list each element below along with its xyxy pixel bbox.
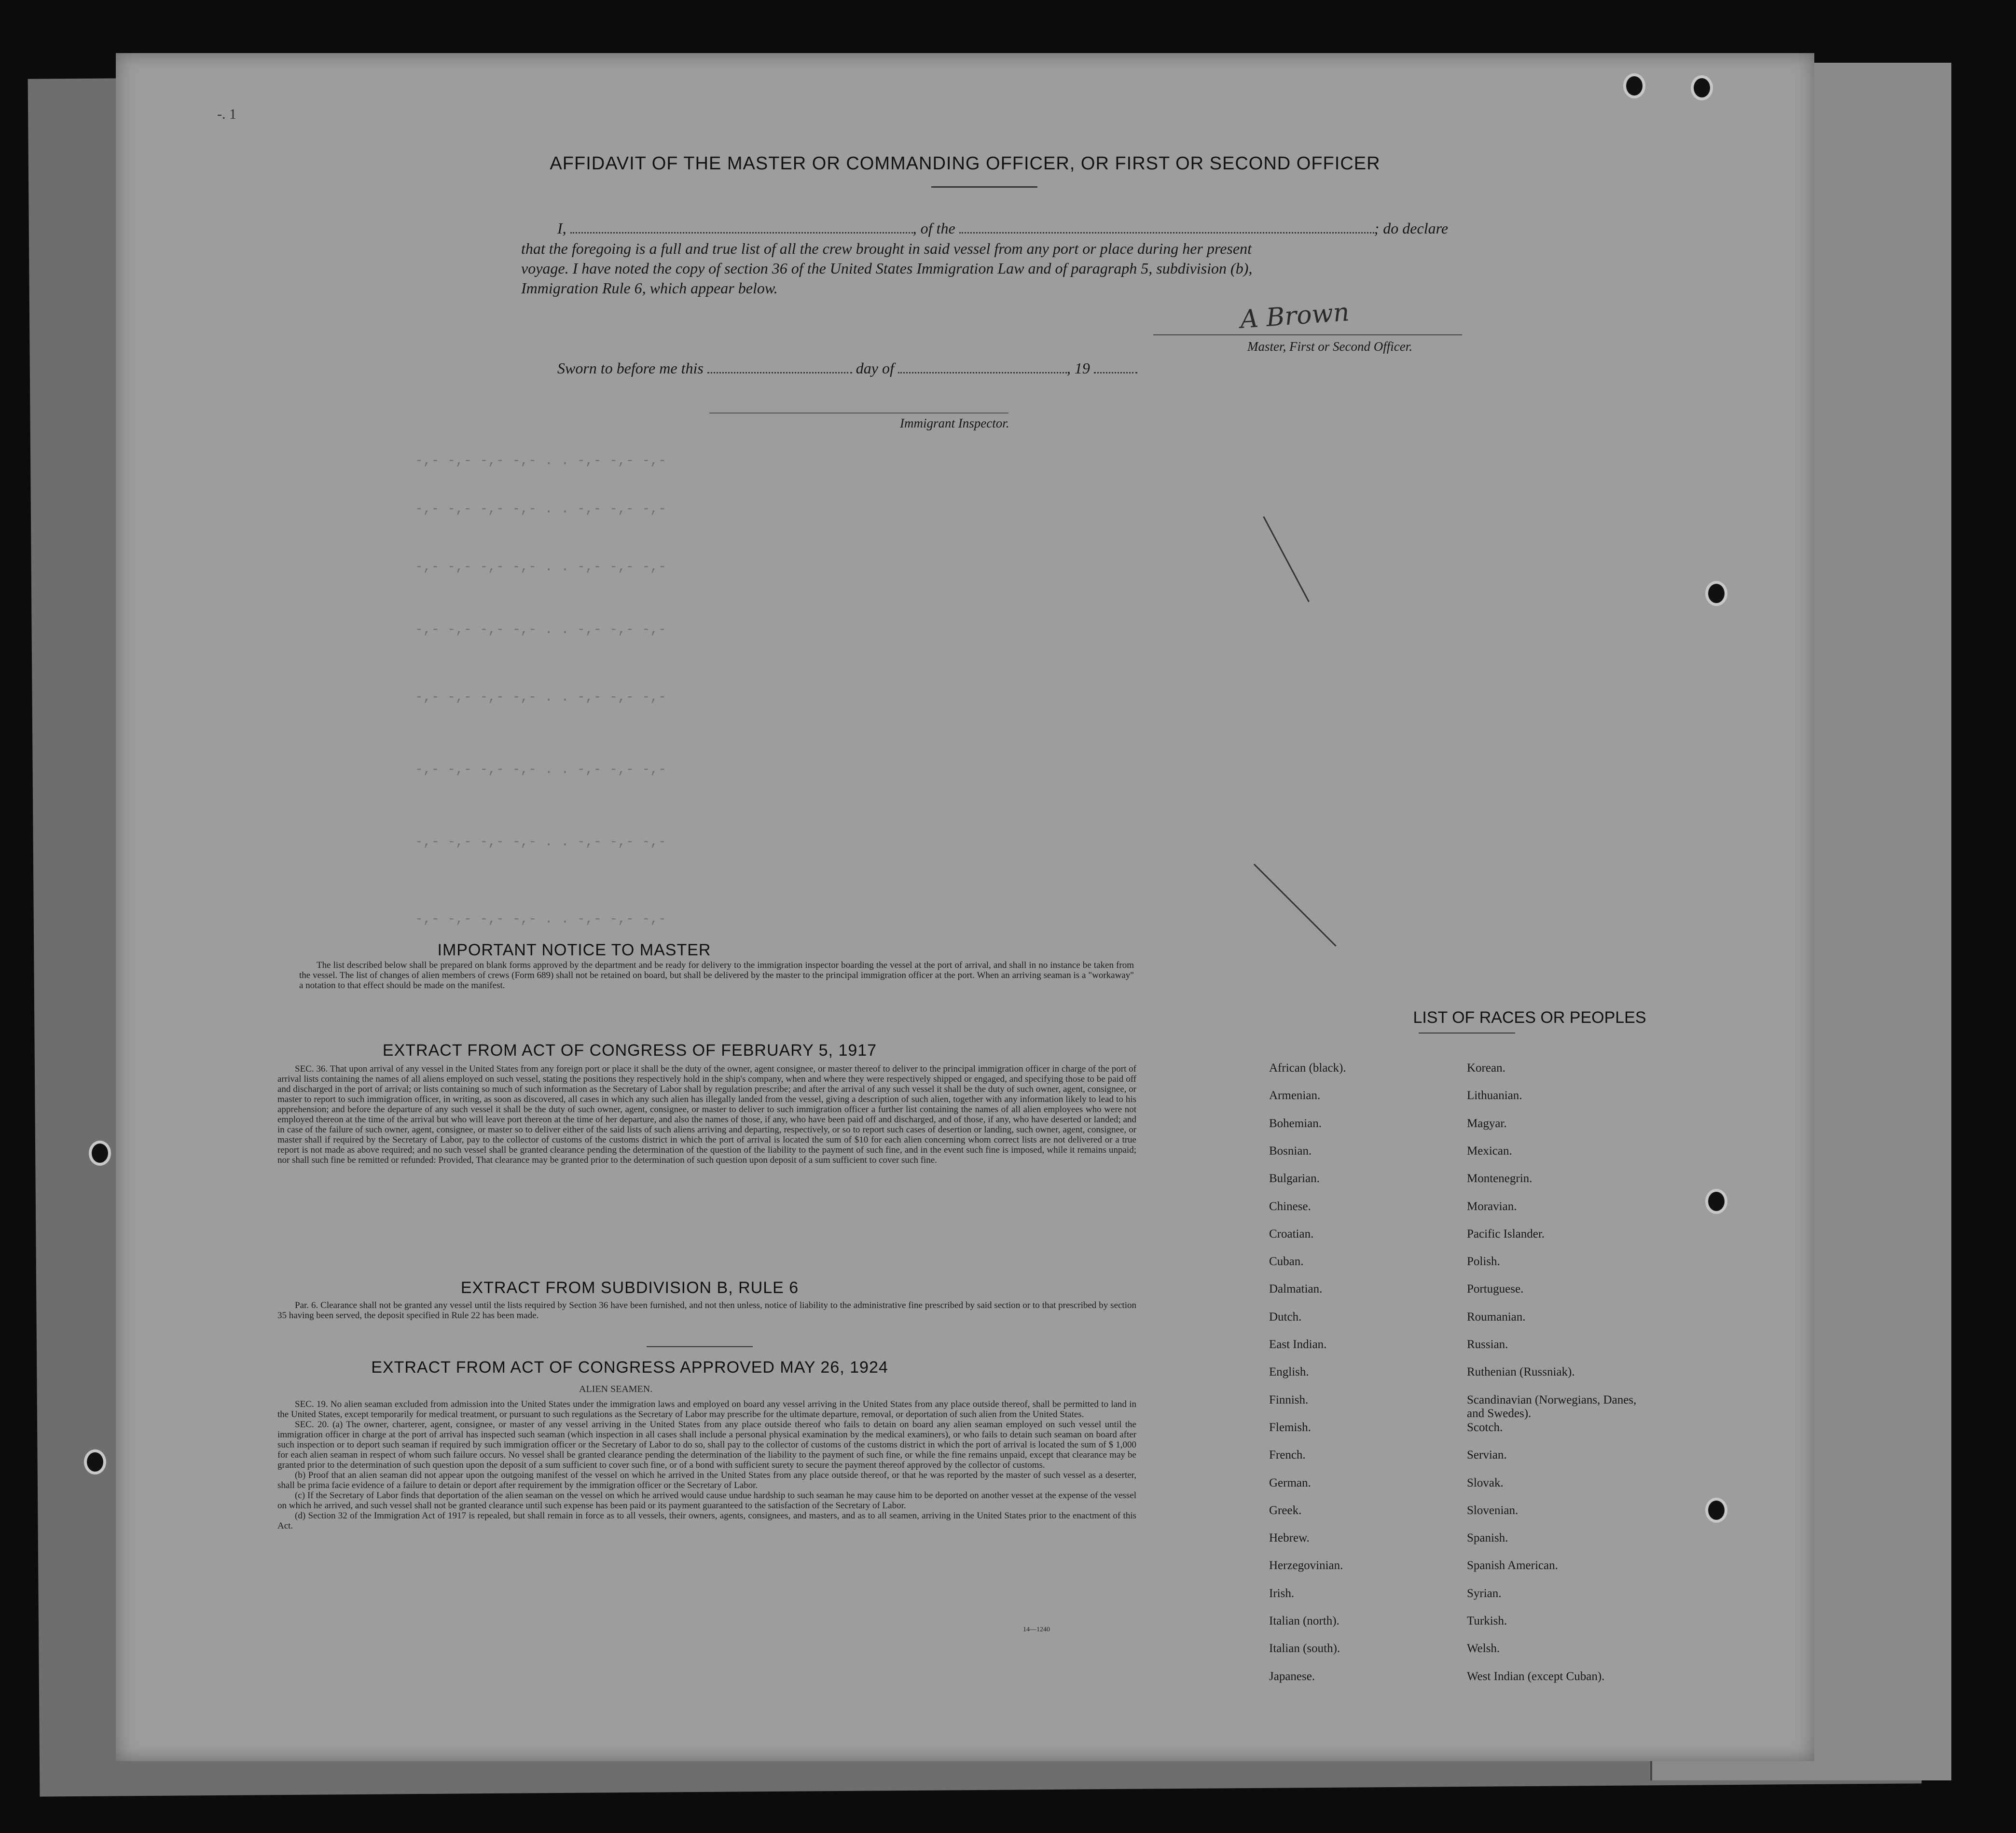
- race-item: Roumanian.: [1467, 1310, 1526, 1323]
- vessel-blank: [959, 232, 1374, 234]
- sworn-year-blank: [1094, 372, 1137, 373]
- sworn-day-of: day of: [856, 359, 894, 377]
- race-item: Magyar.: [1467, 1116, 1507, 1130]
- race-item: Irish.: [1269, 1586, 1295, 1600]
- affidavit-line2: that the foregoing is a full and true list of all the crew brought in said vessel from any port or place during her present: [521, 240, 1252, 257]
- notice-text: [299, 960, 1134, 991]
- race-item: Armenian.: [1269, 1089, 1321, 1103]
- signature-caption: Master, First or Second Officer.: [1247, 339, 1412, 354]
- extract2-title: EXTRACT FROM SUBDIVISION B, RULE 6: [460, 1279, 799, 1297]
- bleed-through-row: -,- -,- -,- -,- . . -,- -,- -,-: [415, 912, 666, 927]
- extract1-text: [277, 1064, 1136, 1165]
- sworn-month-blank: [898, 372, 1067, 373]
- race-item: Welsh.: [1467, 1642, 1500, 1655]
- pen-stroke: [1263, 516, 1310, 602]
- extract2-text: [277, 1300, 1136, 1321]
- race-item: Ruthenian (Russniak).: [1467, 1365, 1575, 1379]
- bleed-through-row: -,- -,- -,- -,- . . -,- -,- -,-: [415, 622, 666, 637]
- affidavit-of-the: , of the: [912, 220, 955, 237]
- inspector-caption: Immigrant Inspector.: [900, 416, 1009, 430]
- punch-hole: [87, 1452, 103, 1472]
- race-item: Greek.: [1269, 1503, 1302, 1517]
- notice-paragraph: The list described below shall be prepared on blank forms approved by the department and be ready for delivery to the immigration inspector boarding the vessel at the port of arrival, and shall in no instance be taken from the vessel. The list of changes of alien members of crews (Form 689) shall not be retained on board, but shall be delivered by the master to the principal immigration officer at the port. When an arriving seaman is a "workaway" a notation to that effect should be made on the manifest.: [299, 960, 1134, 991]
- affidavit-line3: voyage. I have noted the copy of section 36 of the United States Immigration Law and of paragraph 5, subdivision (b),: [521, 260, 1253, 277]
- race-item: Bosnian.: [1269, 1144, 1312, 1158]
- race-item: African (black).: [1269, 1061, 1346, 1075]
- notice-title: IMPORTANT NOTICE TO MASTER: [437, 941, 711, 959]
- signature-line: [1153, 334, 1462, 335]
- race-item: Mexican.: [1467, 1144, 1512, 1158]
- race-item: Lithuanian.: [1467, 1089, 1522, 1103]
- race-item: Korean.: [1467, 1061, 1505, 1075]
- signature: A Brown: [1239, 298, 1351, 334]
- race-item: East Indian.: [1269, 1338, 1327, 1351]
- sworn-line: [557, 359, 1137, 377]
- race-item: Portuguese.: [1467, 1282, 1524, 1296]
- punch-hole: [1694, 78, 1710, 97]
- sworn-year: , 19: [1066, 359, 1090, 377]
- affidavit-declare: ; do declare: [1374, 220, 1449, 237]
- race-item: Moravian.: [1467, 1199, 1517, 1213]
- race-item: Montenegrin.: [1467, 1172, 1533, 1185]
- race-item: Dutch.: [1269, 1310, 1302, 1323]
- document-page: [116, 53, 1814, 1761]
- race-item: Croatian.: [1269, 1227, 1314, 1240]
- punch-hole: [1708, 584, 1725, 603]
- name-blank: [570, 232, 913, 234]
- sec20b-paragraph: (b) Proof that an alien seaman did not appear upon the outgoing manifest of the vessel on which he arrived in the United States from any place outside thereof, or that he was reported by the master of such vessel as a deserter, shall be prima facie evidence of a failure to detain or deport after requirement by the immigration officer or the Secretary of Labor.: [277, 1470, 1136, 1490]
- pen-stroke: [1254, 864, 1337, 947]
- race-item: Spanish American.: [1467, 1559, 1558, 1572]
- extract2-paragraph: Par. 6. Clearance shall not be granted any vessel until the lists required by Section 36 have been furnished, and not then unless, notice of liability to the administrative fine prescribed by said section or to that prescribed by section 35 having been served, the deposit specified in Rule 22 has been made.: [277, 1300, 1136, 1321]
- race-item: Scotch.: [1467, 1420, 1503, 1434]
- race-item: Italian (north).: [1269, 1614, 1339, 1627]
- race-item: Hebrew.: [1269, 1531, 1310, 1545]
- race-item: Slovak.: [1467, 1476, 1504, 1489]
- races-title: LIST OF RACES OR PEOPLES: [1413, 1008, 1646, 1027]
- extract3-subtitle: ALIEN SEAMEN.: [579, 1384, 653, 1394]
- race-item: Slovenian.: [1467, 1503, 1519, 1517]
- punch-hole: [1708, 1501, 1725, 1520]
- title-rule: [931, 186, 1037, 188]
- race-item: West Indian (except Cuban).: [1467, 1669, 1605, 1683]
- race-item: Bulgarian.: [1269, 1172, 1320, 1185]
- race-item: Cuban.: [1269, 1255, 1304, 1268]
- bleed-through-row: -,- -,- -,- -,- . . -,- -,- -,-: [415, 762, 666, 777]
- races-rule: [1419, 1033, 1515, 1034]
- race-item: German.: [1269, 1476, 1311, 1489]
- race-item: English.: [1269, 1365, 1309, 1379]
- race-item: Finnish.: [1269, 1393, 1309, 1406]
- margin-mark: -. 1: [217, 106, 236, 122]
- extract3-text: [277, 1399, 1136, 1531]
- sec20a-paragraph: SEC. 20. (a) The owner, charterer, agent, consignee, or master of any vessel arriving in the United States from any place outside thereof who fails to detain on board any alien seaman employed on such vessel until the immigration officer in charge at the port of arrival has inspected such seaman (which inspection in all cases shall include a personal physical examination by the medical examiners), or who fails to detain such seaman on board after such inspection or to deport such seaman if required by such immigration officer or the Secretary of Labor to do so, shall pay to the collector of customs of the customs district in which the port of arrival is located the sum of $ 1,000 for each alien seaman in respect of whom such failure occurs. No vessel shall be granted clearance pending the determination of the liability to the payment of such fine, or while the fine remains unpaid, except that clearance may be granted prior to the determination of such question upon the deposit of a sum sufficient to cover such fine, or of a bond with sufficient surety to secure the payment thereof approved by the collector of customs.: [277, 1420, 1136, 1470]
- race-item: Spanish.: [1467, 1531, 1508, 1545]
- bleed-through-row: -,- -,- -,- -,- . . -,- -,- -,-: [415, 690, 666, 705]
- race-item: Servian.: [1467, 1448, 1507, 1462]
- affidavit-title: AFFIDAVIT OF THE MASTER OR COMMANDING OFFICER, OR FIRST OR SECOND OFFICER: [550, 153, 1381, 174]
- sworn-text: Sworn to before me this: [557, 359, 704, 377]
- form-number: 14—1240: [1023, 1626, 1050, 1633]
- race-item: Herzegovinian.: [1269, 1559, 1343, 1572]
- sec19-paragraph: SEC. 19. No alien seaman excluded from admission into the United States under the immigration laws and employed on board any vessel arriving in the United States from any place outside thereof, shall be permitted to land in the United States, except temporarily for medical treatment, or pursuant to such regulations as the Secretary of Labor may prescribe for the ultimate departure, removal, or deportation of such alien from the United States.: [277, 1399, 1136, 1420]
- race-item: Italian (south).: [1269, 1642, 1340, 1655]
- race-item: Syrian.: [1467, 1586, 1502, 1600]
- race-item: Flemish.: [1269, 1420, 1311, 1434]
- extract3-title: EXTRACT FROM ACT OF CONGRESS APPROVED MAY 26, 1924: [371, 1358, 888, 1377]
- race-item: Turkish.: [1467, 1614, 1507, 1627]
- punch-hole: [1708, 1192, 1725, 1211]
- race-item: Polish.: [1467, 1255, 1500, 1268]
- race-item: Russian.: [1467, 1338, 1508, 1351]
- sworn-day-blank: [707, 372, 852, 373]
- affidavit-i: I,: [557, 220, 566, 237]
- punch-hole: [1626, 76, 1643, 96]
- race-item: Scandinavian (Norwegians, Danes, and Swedes).: [1467, 1393, 1637, 1420]
- bleed-through-row: -,- -,- -,- -,- . . -,- -,- -,-: [415, 560, 666, 575]
- race-item: Dalmatian.: [1269, 1282, 1323, 1296]
- extract1-paragraph: SEC. 36. That upon arrival of any vessel in the United States from any foreign port or place it shall be the duty of the owner, agent consignee, or master thereof to deliver to the principal immigration officer in charge of the port of arrival lists containing the names of all aliens employed on such vessel, stating the positions they respectively hold in the ship's company, when and where they were respectively shipped or engaged, and specifying those to be paid off and discharged in the port of arrival; or lists containing so much of such information as the Secretary of Labor shall by regulation prescribe; and after the arrival of any such vessel it shall be the duty of such owner, agent, consignee, or master to report to such immigration officer, in writing, as soon as discovered, all cases in which any such alien has illegally landed from the vessel, giving a description of such alien, together with any information likely to lead to his apprehension; and before the departure of any such vessel it shall be the duty of such owner, agent, consignee, or master to deliver to such immigration officer a further list containing the names of all alien employees who were not employed thereon at the time of the arrival but who will leave port thereon at the time of her departure, and also the names of those, if any, who have been paid off and discharged, and of those, if any, who have deserted or landed; and in case of the failure of such owner, agent, consignee, or master so to deliver either of the said lists of such aliens arriving and departing, respectively, or so to report such cases of desertion or landing, such owner, agent, consignee, or master shall if required by the Secretary of Labor, pay to the collector of customs of the customs district in which the port of arrival is located the sum of $10 for each alien concerning whom correct lists are not delivered or a true report is not made as above required; and no such vessel shall be granted clearance pending the determination of the question of the liability to the payment of such fine, and in the event such fine is imposed, while it remains unpaid; nor shall such fine be remitted or refunded: Provided, That clearance may be granted prior to the determination of such question upon deposit of a sum sufficient to cover such fine.: [277, 1064, 1136, 1165]
- race-item: Pacific Islander.: [1467, 1227, 1545, 1240]
- bleed-through-row: -,- -,- -,- -,- . . -,- -,- -,-: [415, 454, 666, 469]
- race-item: Bohemian.: [1269, 1116, 1322, 1130]
- bleed-through-row: -,- -,- -,- -,- . . -,- -,- -,-: [415, 835, 666, 850]
- extract2-rule: [647, 1346, 753, 1347]
- sec20d-paragraph: (d) Section 32 of the Immigration Act of 1917 is repealed, but shall remain in force as to all vessels, their owners, agents, consignees, and masters, and as to all seamen, arriving in the United States prior to the enactment of this Act.: [277, 1511, 1136, 1531]
- punch-hole: [92, 1144, 108, 1163]
- race-item: Chinese.: [1269, 1199, 1311, 1213]
- affidavit-line4: Immigration Rule 6, which appear below.: [521, 279, 778, 297]
- race-item: French.: [1269, 1448, 1306, 1462]
- sec20c-paragraph: (c) If the Secretary of Labor finds that deportation of the alien seaman on the vessel on which he arrived would cause undue hardship to such seaman he may cause him to be deported on another vesset at the expense of the vessel on which he arrived, and such vessel shall not be granted clearance until such expense has been paid or its payment guaranteed to the satisfaction of the Secretary of Labor.: [277, 1490, 1136, 1511]
- affidavit-line1: [557, 220, 1448, 237]
- race-item: Japanese.: [1269, 1669, 1315, 1683]
- extract1-title: EXTRACT FROM ACT OF CONGRESS OF FEBRUARY 5, 1917: [382, 1041, 877, 1060]
- bleed-through-row: -,- -,- -,- -,- . . -,- -,- -,-: [415, 502, 666, 517]
